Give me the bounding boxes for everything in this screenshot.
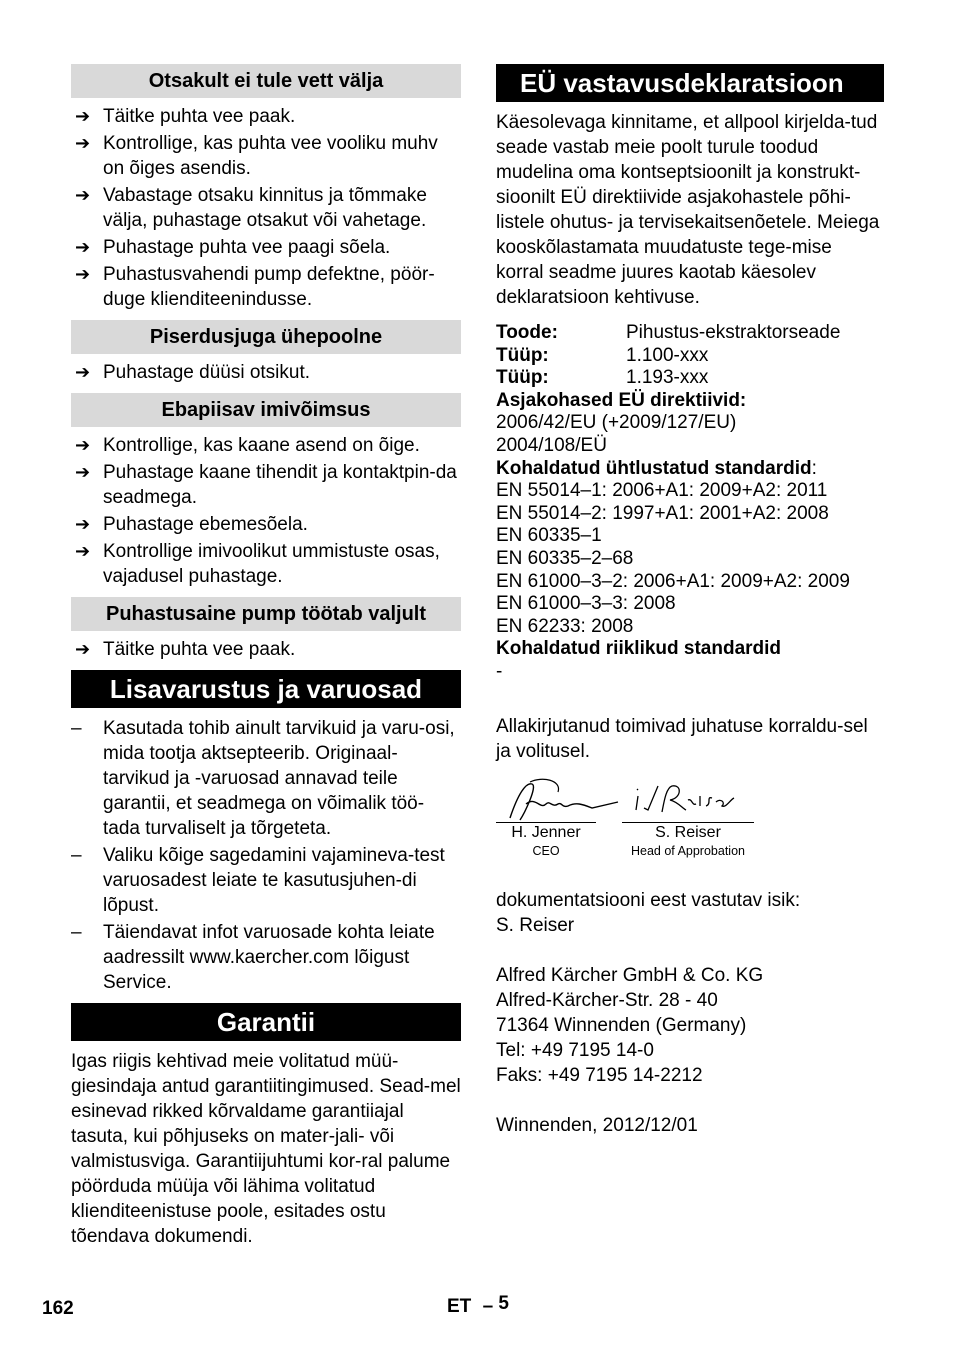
arrow-right-icon: ➔	[75, 462, 91, 482]
section-title-declaration: EÜ vastavusdeklaratsioon	[496, 64, 884, 102]
address-line: Alfred-Kärcher-Str. 28 - 40	[496, 989, 718, 1011]
type-row-1	[496, 345, 884, 368]
warranty-text: Igas riigis kehtivad meie volitatud müü-giesindaja antud garantiitingimused. Sead-mel esinevad rikked kõrvaldame garantiiajal tasuta, kui põhjuseks on mater-jali- või valmistusviga. Garantiijuhtumi kor-ral palume pöörduda müüja või lähima volitatud klienditeenistuse poole, esitades ostu tõendava dokumendi.	[71, 1051, 461, 1247]
standard-line: EN 61000–3–2: 2006+A1: 2009+A2: 2009	[496, 570, 850, 592]
signer-name: H. Jenner	[496, 822, 596, 842]
product-info	[496, 322, 884, 684]
arrow-right-icon: ➔	[75, 133, 91, 153]
list-item: ➔ Vabastage otsaku kinnitus ja tõmmake välja, puhastage otsakut või vahetage.	[75, 185, 427, 231]
standard-line: EN 60335–2–68	[496, 547, 634, 569]
section-title-no-water: Otsakult ei tule vett välja	[71, 64, 461, 98]
section-title-warranty: Garantii	[71, 1003, 461, 1041]
product-value: Pihustus-ekstraktorseade	[626, 322, 841, 343]
standard-line: EN 62233: 2008	[496, 615, 634, 637]
address-line: 71364 Winnenden (Germany)	[496, 1014, 747, 1036]
section-title-pump-loud: Puhastusaine pump töötab valjult	[71, 597, 461, 631]
signer-name: S. Reiser	[622, 822, 754, 842]
directive-line: 2004/108/EÜ	[496, 434, 607, 456]
footer-separator: –	[482, 1296, 494, 1317]
arrow-right-icon: ➔	[75, 106, 91, 126]
signature-reiser	[622, 774, 754, 860]
signer-role: CEO	[532, 843, 560, 858]
type-row-2	[496, 367, 884, 390]
list-item: – Valiku kõige sagedamini vajamineva-test varuosadest leiate te kasutusjuhen-di lõpust.	[71, 845, 445, 916]
type-label: Tüüp:	[496, 367, 549, 389]
right-column	[496, 64, 884, 1138]
section-title-spray-one-sided: Piserdusjuga ühepoolne	[71, 320, 461, 354]
arrow-right-icon: ➔	[75, 264, 91, 284]
address-line: Alfred Kärcher GmbH & Co. KG	[496, 964, 764, 986]
arrow-right-icon: ➔	[75, 237, 91, 257]
list-item: ➔ Kontrollige, kas kaane asend on õige.	[75, 435, 420, 456]
list-item: ➔ Täitke puhta vee paak.	[75, 106, 296, 127]
standard-line: EN 61000–3–3: 2008	[496, 593, 676, 615]
company-address	[496, 963, 884, 1088]
sub-page-number: 5	[498, 1293, 509, 1314]
standard-line: EN 55014–2: 1997+A1: 2001+A2: 2008	[496, 502, 829, 524]
product-label: Toode:	[496, 322, 558, 343]
type-value: 1.100-xxx	[626, 344, 709, 366]
left-column	[71, 64, 461, 1257]
list-pump	[71, 637, 461, 662]
arrow-right-icon: ➔	[75, 362, 91, 382]
dash-icon: –	[71, 845, 82, 866]
list-item: ➔ Kontrollige, kas puhta vee vooliku muhv on õiges asendis.	[75, 133, 438, 179]
directives-label: Asjakohased EÜ direktiivid:	[496, 389, 747, 411]
address-line: Tel: +49 7195 14-0	[496, 1039, 654, 1061]
address-line: Faks: +49 7195 14-2212	[496, 1064, 703, 1086]
arrow-right-icon: ➔	[75, 541, 91, 561]
list-item: ➔ Puhastage kaane tihendit ja kontaktpin-da seadmega.	[75, 462, 457, 508]
declaration-intro: Käesolevaga kinnitame, et allpool kirjelda-tud seade vastab meie poolt turule toodud mudelina oma kontseptsioonilt ja konstrukt-sioonilt EÜ direktiivide asjakohastele põhi-listele ohutus- ja tervisekaitsenõetele. Meiega kooskõlastamata muudatuste tege-mise korral seadme juures kaotab käesolev deklaratsioon kehtivuse.	[496, 112, 880, 308]
list-item: ➔ Puhastusvahendi pump defektne, pöör-duge klienditeenindusse.	[75, 264, 435, 310]
directive-line: 2006/42/EU (+2009/127/EU)	[496, 412, 737, 434]
section-title-suction: Ebapiisav imivõimsus	[71, 393, 461, 427]
type-value: 1.193-xxx	[626, 367, 709, 389]
doc-responsible-label: dokumentatsiooni eest vastutav isik:	[496, 889, 801, 911]
arrow-right-icon: ➔	[75, 435, 91, 455]
page-number: 162	[42, 1298, 74, 1319]
list-suction	[71, 433, 461, 589]
handwritten-signature-icon	[496, 774, 626, 826]
list-item: ➔ Puhastage düüsi otsikut.	[75, 362, 311, 383]
list-item: ➔ Puhastage ebemesõela.	[75, 514, 308, 535]
national-label: Kohaldatud riiklikud standardid	[496, 638, 782, 660]
dash-icon: –	[71, 922, 82, 943]
list-spray	[71, 360, 461, 385]
list-item: ➔ Puhastage puhta vee paagi sõela.	[75, 237, 391, 258]
type-label: Tüüp:	[496, 344, 549, 366]
dash-icon: –	[71, 718, 82, 739]
doc-responsible	[496, 888, 884, 938]
section-title-accessories: Lisavarustus ja varuosad	[71, 670, 461, 708]
list-item: – Täiendavat infot varuosade kohta leiate aadressilt www.kaercher.com lõigust Service.	[71, 922, 435, 993]
language-code: ET	[447, 1296, 472, 1317]
page-footer-lang	[447, 1293, 509, 1318]
list-item: ➔ Kontrollige imivoolikut ummistuste osas, vajadusel puhastage.	[75, 541, 440, 587]
arrow-right-icon: ➔	[75, 639, 91, 659]
signature-jenner	[496, 774, 596, 860]
place-date: Winnenden, 2012/12/01	[496, 1114, 698, 1136]
handwritten-signature-icon	[622, 774, 754, 826]
doc-responsible-name: S. Reiser	[496, 914, 575, 936]
standard-line: EN 55014–1: 2006+A1: 2009+A2: 2011	[496, 480, 828, 502]
list-accessories	[71, 716, 461, 995]
national-value: -	[496, 660, 503, 682]
standard-line: EN 60335–1	[496, 525, 602, 547]
signers-intro: Allakirjutanud toimivad juhatuse korraldu-sel ja volitusel.	[496, 715, 868, 762]
signer-role: Head of Approbation	[631, 843, 745, 858]
harmonized-heading: Kohaldatud ühtlustatud standardid:	[496, 457, 817, 479]
arrow-right-icon: ➔	[75, 185, 91, 205]
arrow-right-icon: ➔	[75, 514, 91, 534]
harmonized-label: Kohaldatud ühtlustatud standardid	[496, 457, 812, 479]
list-item: – Kasutada tohib ainult tarvikuid ja varu-osi, mida tootja aktsepteerib. Originaal-tarvikud ja -varuosad annavad teile garantii, et seadmega on võimalik töö-tada turvaliselt ja tõrgeteta.	[71, 718, 455, 839]
signatures	[496, 774, 884, 864]
product-row	[496, 322, 884, 345]
list-item: ➔ Täitke puhta vee paak.	[75, 639, 296, 660]
list-no-water	[71, 104, 461, 312]
